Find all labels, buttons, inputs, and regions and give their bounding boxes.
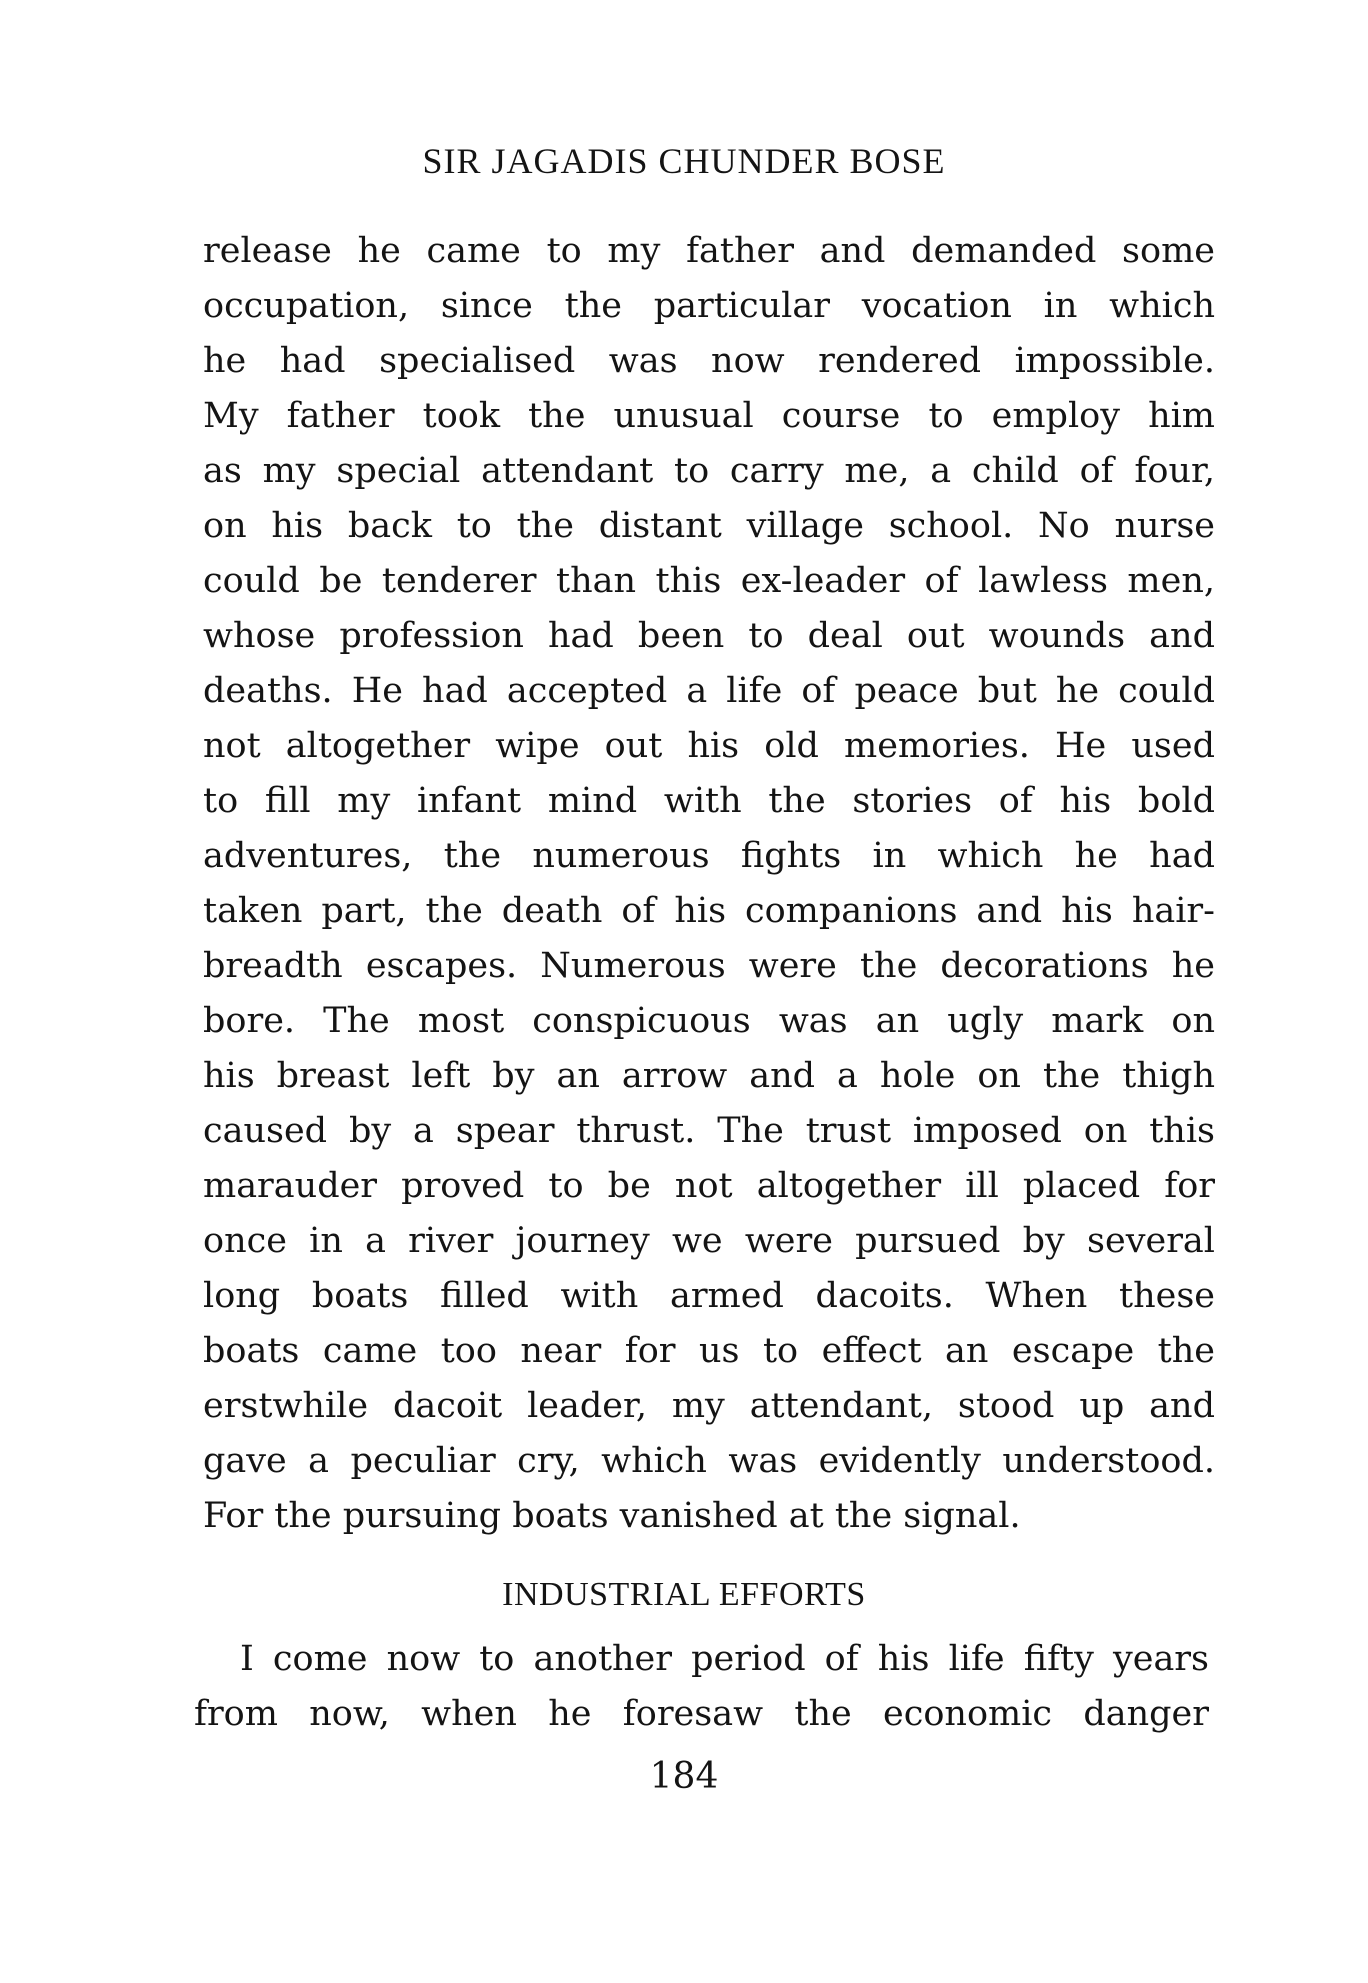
- text-line: adventures, the numerous fights in which he had: [203, 836, 1215, 876]
- text-line: long boats filled with armed dacoits. When these: [203, 1276, 1215, 1316]
- text-line: breadth escapes. Numerous were the decorations he: [203, 946, 1215, 986]
- paragraph-1: [203, 224, 1215, 1544]
- text-line: deaths. He had accepted a life of peace but he could: [203, 671, 1215, 711]
- text-line: from now, when he foresaw the economic danger: [194, 1694, 1209, 1734]
- text-line: whose profession had been to deal out wounds and: [203, 616, 1215, 656]
- text-line: not altogether wipe out his old memories. He used: [203, 726, 1215, 766]
- text-line: For the pursuing boats vanished at the signal.: [203, 1496, 1021, 1536]
- running-head: SIR JAGADIS CHUNDER BOSE: [422, 141, 946, 181]
- text-line: caused by a spear thrust. The trust imposed on this: [203, 1111, 1215, 1151]
- text-line: he had specialised was now rendered impossible.: [203, 341, 1215, 381]
- text-line: boats came too near for us to effect an escape the: [203, 1331, 1215, 1371]
- text-line: release he came to my father and demanded some: [203, 231, 1215, 271]
- text-line: taken part, the death of his companions and his hair-: [203, 891, 1215, 931]
- text-line: once in a river journey we were pursued by several: [203, 1221, 1215, 1261]
- text-line: gave a peculiar cry, which was evidently understood.: [203, 1441, 1215, 1481]
- text-line: occupation, since the particular vocation in which: [203, 286, 1215, 326]
- paragraph-2: [194, 1632, 1209, 1742]
- text-line: erstwhile dacoit leader, my attendant, stood up and: [203, 1386, 1215, 1426]
- page-number: 184: [649, 1756, 719, 1797]
- text-line: could be tenderer than this ex-leader of lawless men,: [203, 561, 1215, 601]
- text-line: on his back to the distant village school. No nurse: [203, 506, 1215, 546]
- text-line: My father took the unusual course to employ him: [203, 396, 1215, 436]
- text-line: bore. The most conspicuous was an ugly mark on: [203, 1001, 1215, 1041]
- text-line: his breast left by an arrow and a hole on the thigh: [203, 1056, 1215, 1096]
- text-line: I come now to another period of his life fifty years: [240, 1639, 1209, 1679]
- section-heading: INDUSTRIAL EFFORTS: [502, 1576, 866, 1613]
- text-line: as my special attendant to carry me, a child of four,: [203, 451, 1215, 491]
- text-line: to fill my infant mind with the stories of his bold: [203, 781, 1215, 821]
- text-line: marauder proved to be not altogether ill placed for: [203, 1166, 1215, 1206]
